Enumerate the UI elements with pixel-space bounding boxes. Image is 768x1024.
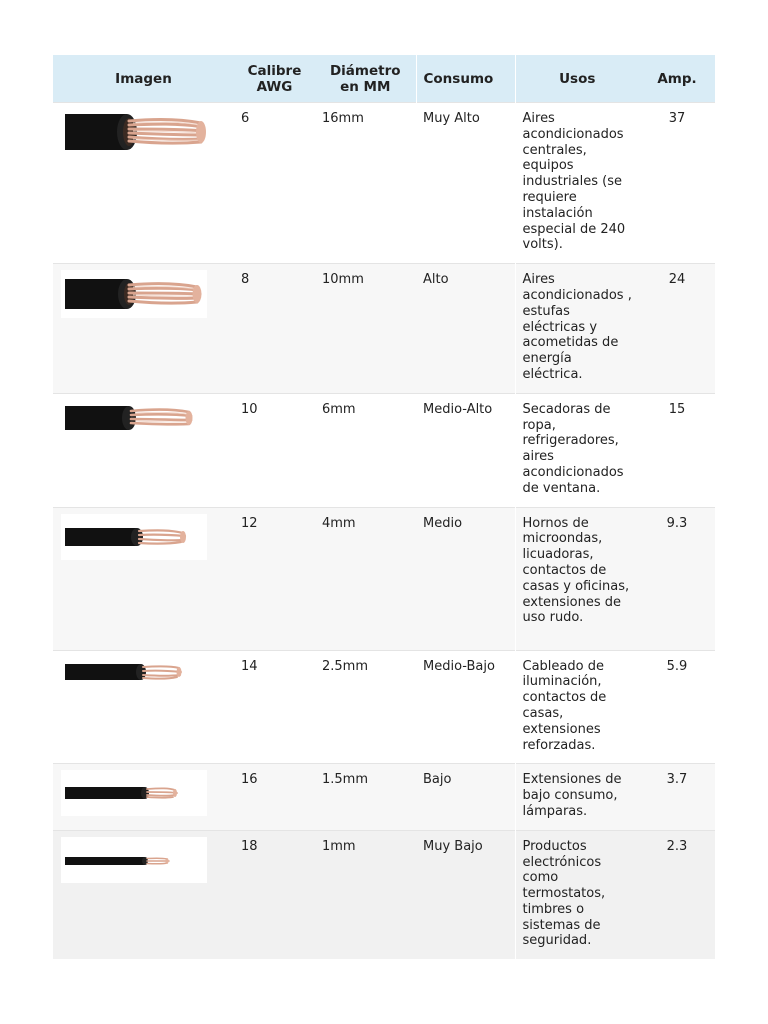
header-diametro: Diámetro en MM bbox=[315, 55, 416, 103]
cell-diametro: 16mm bbox=[315, 103, 416, 264]
table-row bbox=[53, 103, 715, 264]
wire-gauge-table-container bbox=[53, 55, 715, 959]
cell-consumo: Muy Bajo bbox=[416, 830, 515, 959]
cell-usos: Aires acondicionados , estufas eléctricas y acometidas de energía eléctrica. bbox=[515, 264, 639, 394]
cell-calibre: 18 bbox=[234, 830, 315, 959]
cell-amp: 24 bbox=[639, 264, 715, 394]
cell-image bbox=[53, 764, 234, 830]
cell-consumo: Medio-Alto bbox=[416, 393, 515, 507]
cell-usos: Secadoras de ropa, refrigeradores, aires acondicionados de ventana. bbox=[515, 393, 639, 507]
cell-amp: 2.3 bbox=[639, 830, 715, 959]
cable-image bbox=[61, 770, 207, 816]
header-consumo: Consumo bbox=[416, 55, 515, 103]
cell-amp: 15 bbox=[639, 393, 715, 507]
cell-consumo: Bajo bbox=[416, 764, 515, 830]
table-row bbox=[53, 830, 715, 959]
cell-amp: 37 bbox=[639, 103, 715, 264]
table-row bbox=[53, 264, 715, 394]
cell-diametro: 10mm bbox=[315, 264, 416, 394]
cell-calibre: 16 bbox=[234, 764, 315, 830]
cell-diametro: 1.5mm bbox=[315, 764, 416, 830]
cell-image bbox=[53, 393, 234, 507]
header-usos: Usos bbox=[515, 55, 639, 103]
cell-usos: Aires acondicionados centrales, equipos industriales (se requiere instalación especial de 240 volts). bbox=[515, 103, 639, 264]
header-amp: Amp. bbox=[639, 55, 715, 103]
table-row bbox=[53, 650, 715, 764]
cell-calibre: 10 bbox=[234, 393, 315, 507]
cell-calibre: 12 bbox=[234, 507, 315, 650]
cell-usos: Extensiones de bajo consumo, lámparas. bbox=[515, 764, 639, 830]
cell-image bbox=[53, 264, 234, 394]
cell-consumo: Medio-Bajo bbox=[416, 650, 515, 764]
cell-image bbox=[53, 830, 234, 959]
table-header-row bbox=[53, 55, 715, 103]
cell-diametro: 6mm bbox=[315, 393, 416, 507]
cell-image bbox=[53, 650, 234, 764]
cell-image bbox=[53, 507, 234, 650]
cable-image bbox=[61, 109, 207, 155]
table-row bbox=[53, 507, 715, 650]
cell-diametro: 2.5mm bbox=[315, 650, 416, 764]
cell-amp: 3.7 bbox=[639, 764, 715, 830]
table-row bbox=[53, 764, 715, 830]
cell-calibre: 8 bbox=[234, 264, 315, 394]
cell-consumo: Medio bbox=[416, 507, 515, 650]
header-calibre: Calibre AWG bbox=[234, 55, 315, 103]
cable-image bbox=[61, 400, 207, 436]
header-imagen: Imagen bbox=[53, 55, 234, 103]
cable-image bbox=[61, 514, 207, 560]
cell-diametro: 4mm bbox=[315, 507, 416, 650]
cell-calibre: 6 bbox=[234, 103, 315, 264]
cell-calibre: 14 bbox=[234, 650, 315, 764]
cell-consumo: Muy Alto bbox=[416, 103, 515, 264]
cell-amp: 9.3 bbox=[639, 507, 715, 650]
cable-image bbox=[61, 837, 207, 883]
wire-gauge-table bbox=[53, 55, 715, 959]
cell-usos: Hornos de microondas, licuadoras, contactos de casas y oficinas, extensiones de uso rudo. bbox=[515, 507, 639, 650]
cable-image bbox=[61, 657, 207, 687]
cell-usos: Productos electrónicos como termostatos, timbres o sistemas de seguridad. bbox=[515, 830, 639, 959]
cable-image bbox=[61, 270, 207, 318]
cell-amp: 5.9 bbox=[639, 650, 715, 764]
cell-image bbox=[53, 103, 234, 264]
cell-consumo: Alto bbox=[416, 264, 515, 394]
cell-usos: Cableado de iluminación, contactos de casas, extensiones reforzadas. bbox=[515, 650, 639, 764]
cell-diametro: 1mm bbox=[315, 830, 416, 959]
table-row bbox=[53, 393, 715, 507]
